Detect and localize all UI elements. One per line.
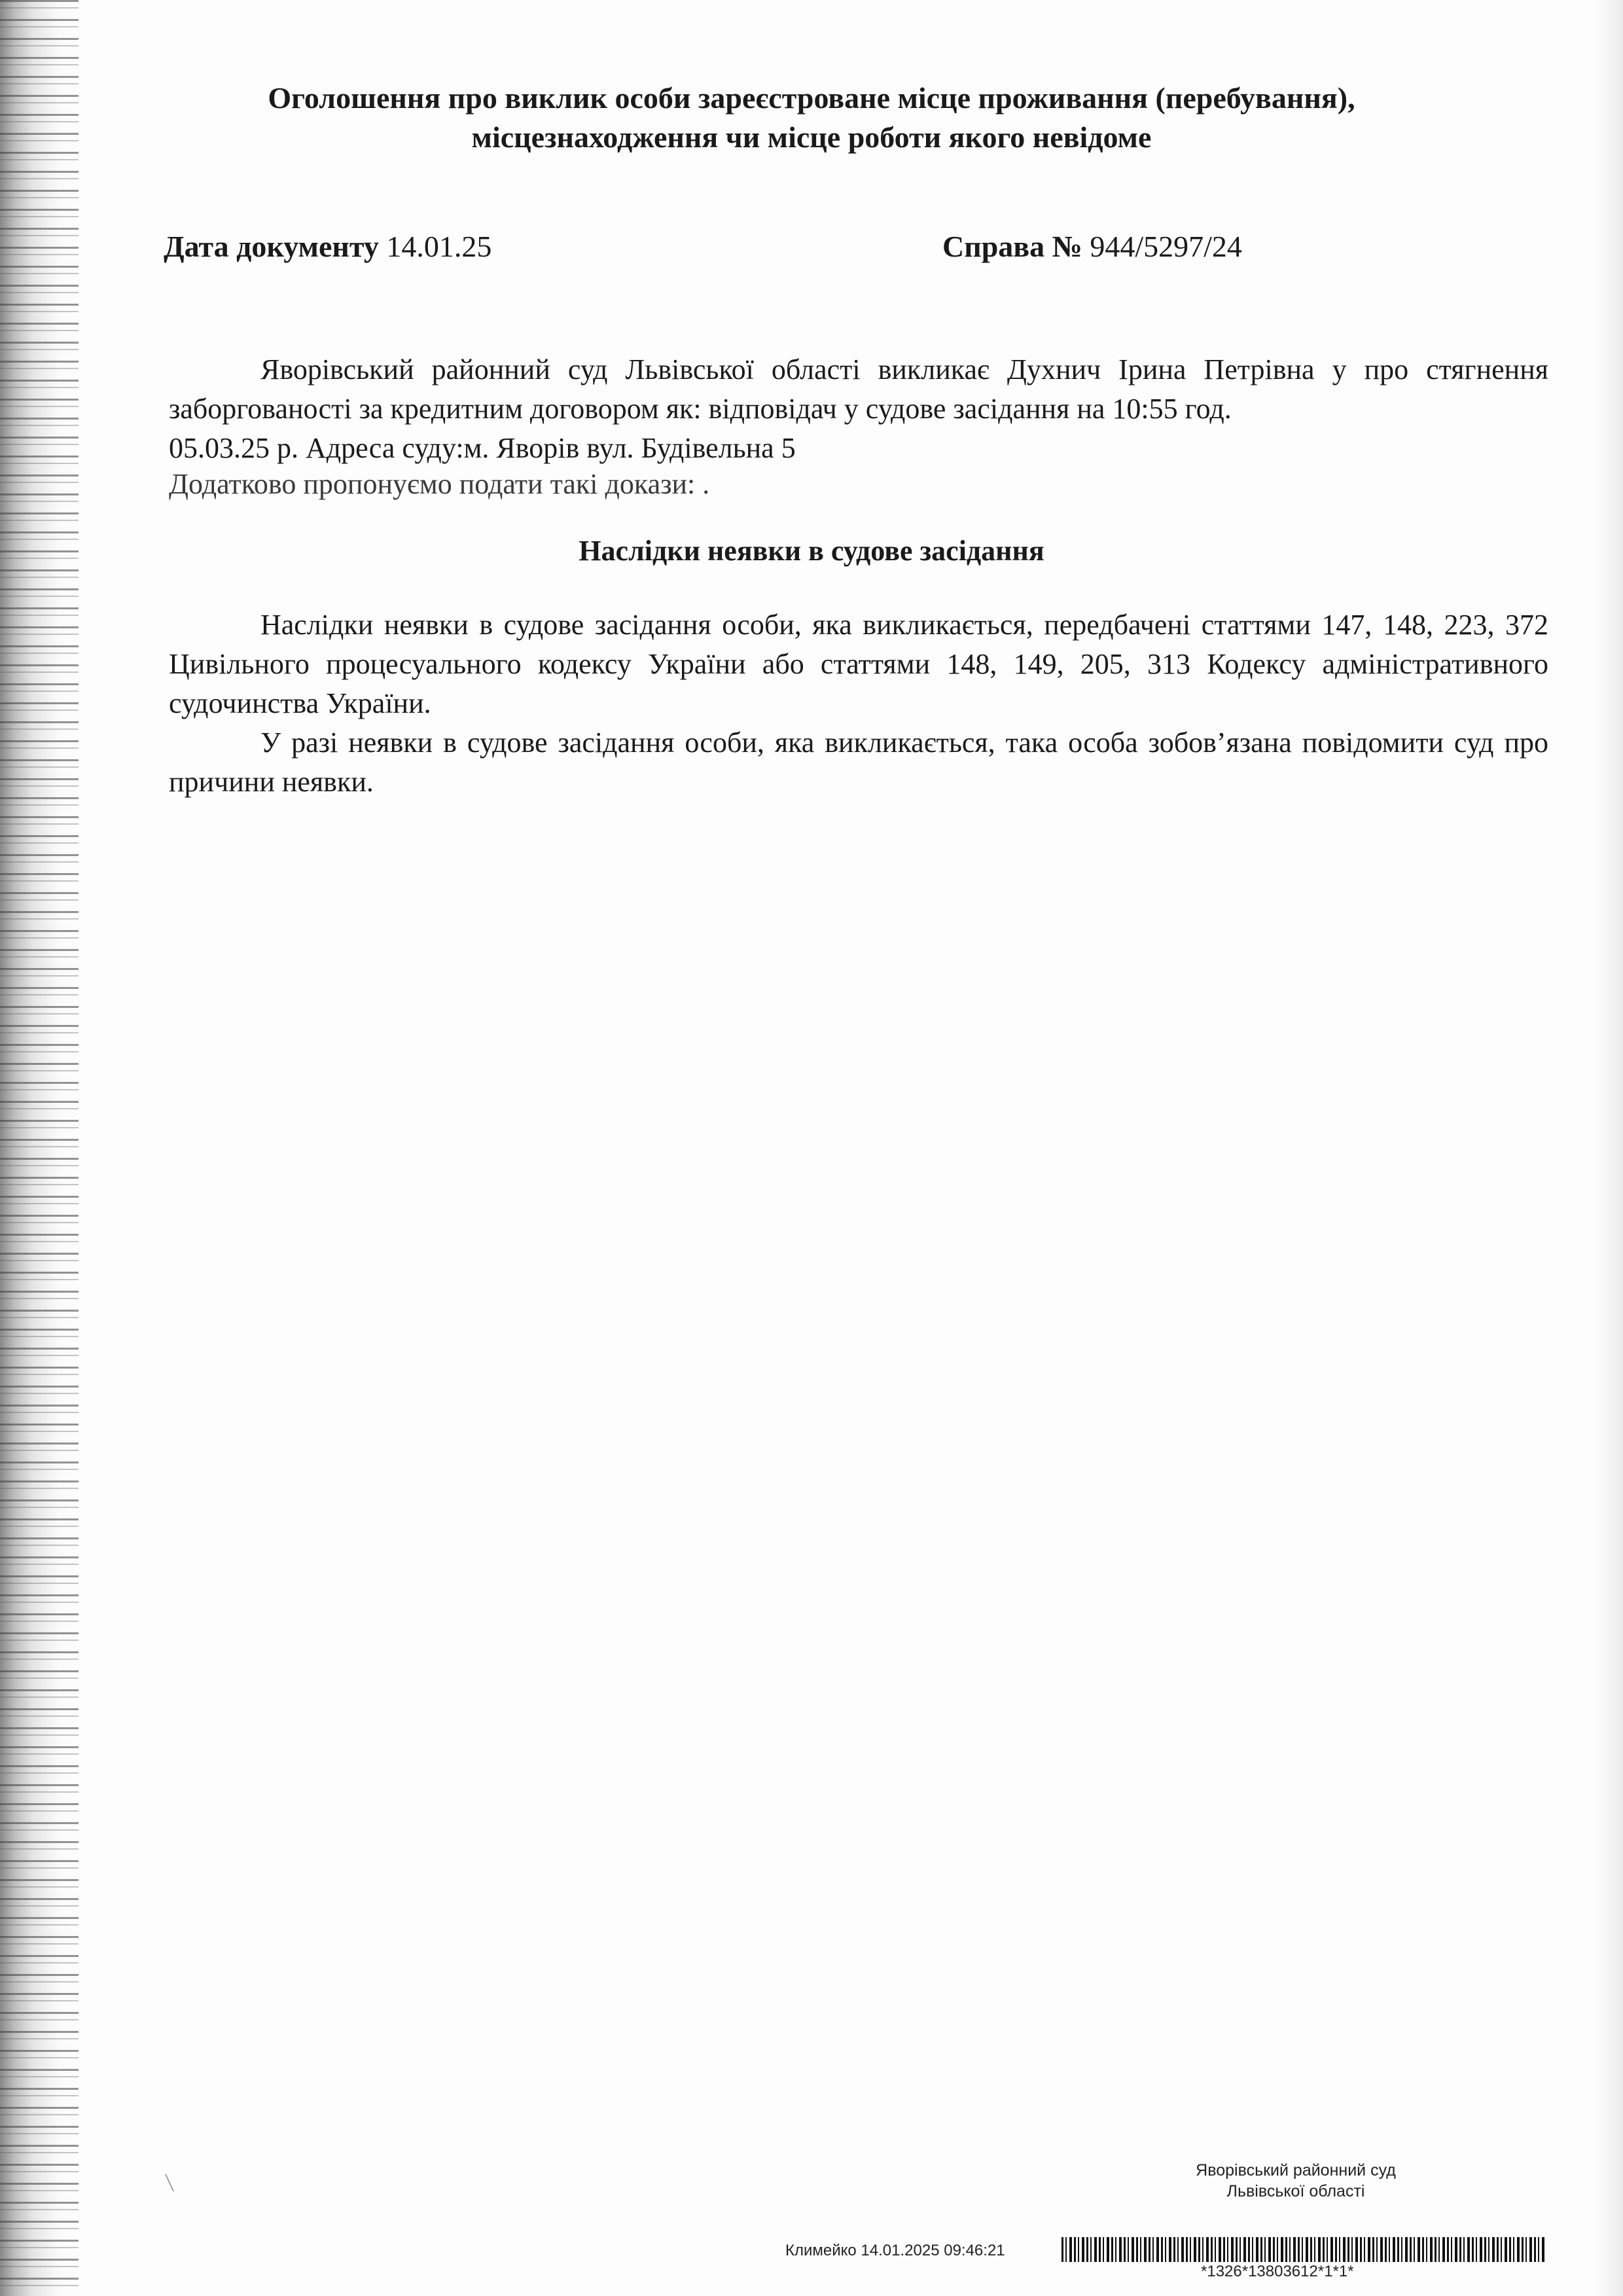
summons-paragraph-address: 05.03.25 р. Адреса суду:м. Яворів вул. Будівельна 5 bbox=[169, 432, 796, 464]
footer-court-stamp bbox=[1171, 2160, 1420, 2202]
evidence-request: Додатково пропонуємо подати такі докази: . bbox=[169, 468, 710, 500]
title-line-1: Оголошення про виклик особи зареєстроване місце проживання (перебування), bbox=[268, 81, 1355, 115]
scan-edge-artifact-right bbox=[1597, 0, 1623, 2296]
footer-court-line-1: Яворівський районний суд bbox=[1196, 2161, 1396, 2179]
scan-edge-artifact bbox=[0, 0, 79, 2296]
summons-paragraph: Яворівський районний суд Львівської області викликає Духнич Ірина Петрівна у про стягнення заборгованості за кредитним договором як: відповідач у судове засідання на 10:55 год. bbox=[169, 353, 1548, 425]
document-meta bbox=[164, 229, 1276, 275]
title-line-2: місцезнаходження чи місце роботи якого невідоме bbox=[471, 120, 1152, 154]
footer-signer: Климейко 14.01.2025 09:46:21 bbox=[785, 2242, 1005, 2259]
consequences-paragraph: Наслідки неявки в судове засідання особи, яка викликається, передбачені статтями 147, 148, 223, 372 Цивільного процесуального кодексу України або статтями 148, 149, 205, 313 Кодексу адміністративного судочинства України. bbox=[169, 609, 1548, 719]
case-number bbox=[942, 229, 1242, 264]
footer-court-line-2: Львівської області bbox=[1226, 2182, 1365, 2200]
barcode-code: *1326*13803612*1*1* bbox=[1201, 2263, 1354, 2280]
document-date bbox=[164, 229, 491, 264]
date-label: Дата документу bbox=[164, 230, 379, 263]
case-label: Справа № bbox=[942, 230, 1082, 263]
section-heading: Наслідки неявки в судове засідання bbox=[579, 535, 1044, 567]
scan-mark bbox=[165, 2174, 187, 2191]
date-value: 14.01.25 bbox=[386, 230, 492, 263]
barcode-image bbox=[1061, 2237, 1546, 2262]
notification-paragraph: У разі неявки в судове засідання особи, яка викликається, така особа зобов’язана повідомити суд про причини неявки. bbox=[169, 726, 1548, 798]
case-value: 944/5297/24 bbox=[1090, 230, 1242, 263]
document-title bbox=[196, 79, 1427, 157]
